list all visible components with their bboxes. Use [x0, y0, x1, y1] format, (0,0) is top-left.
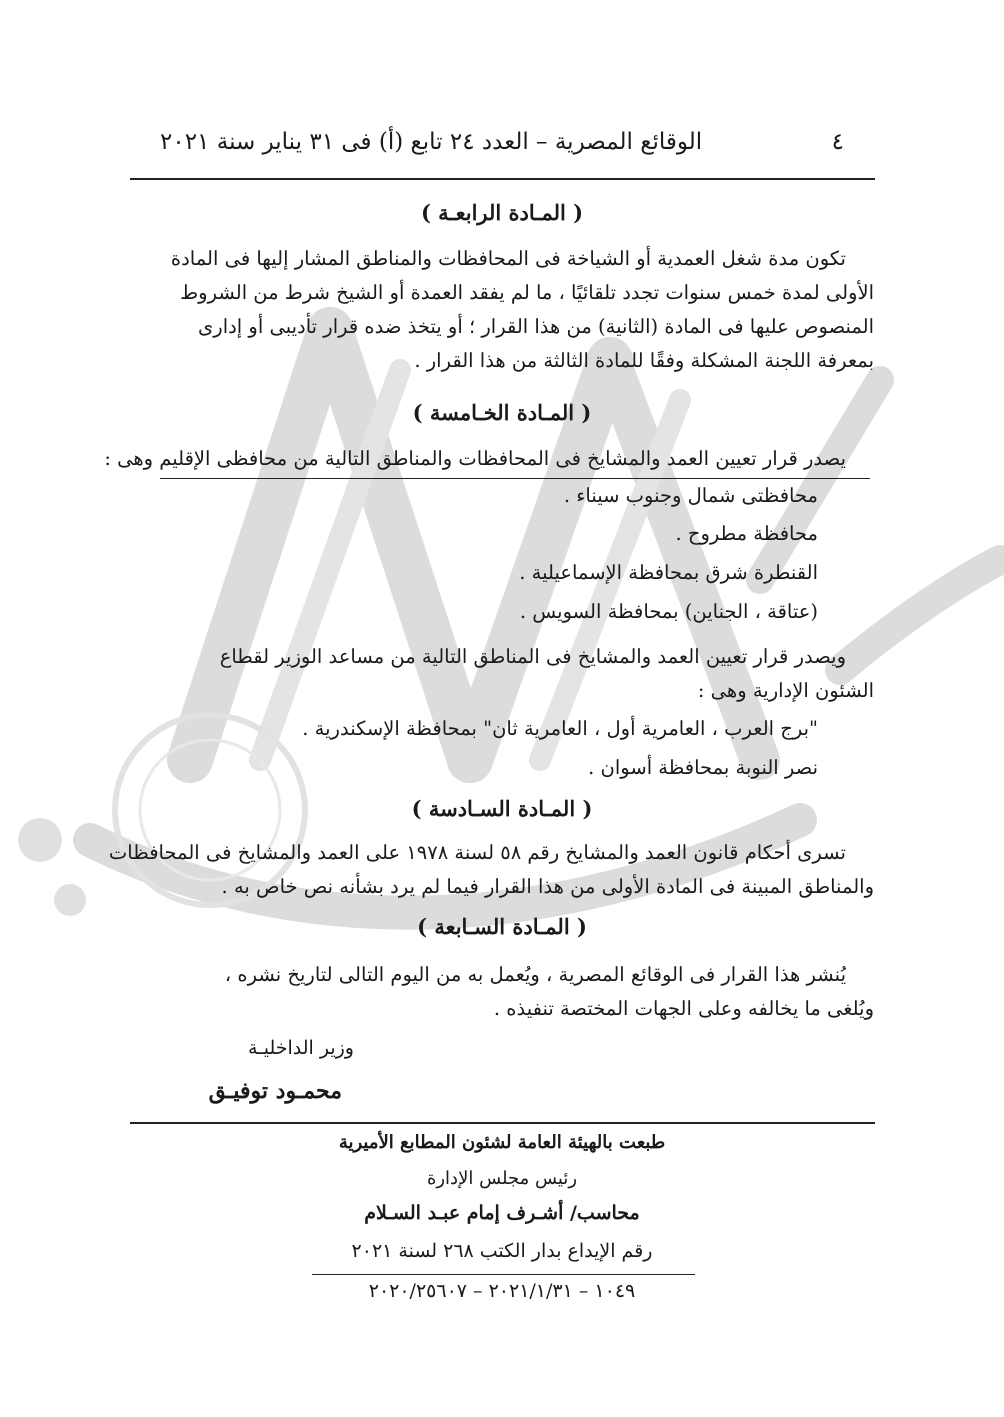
article-6-body: تسرى أحكام قانون العمد والمشايخ رقم ٥٨ لسنة ١٩٧٨ على العمد والمشايخ فى المحافظات والمناطق المبينة فى المادة الأولى من هذا القرار فيما لم يرد بشأنه نص خاص به . [108, 841, 874, 898]
chairman-name: محاسب/ أشـرف إمام عبـد السـلام [364, 1202, 640, 1224]
list-item: محافظتى شمال وجنوب سيناء . [563, 484, 818, 507]
list-item: نصر النوبة بمحافظة أسوان . [588, 756, 818, 779]
list-item: (عتاقة ، الجناين) بمحافظة السويس . [519, 600, 818, 623]
gazette-issue-title: الوقائع المصرية – العدد ٢٤ تابع (أ) فى ٣١ يناير سنة ٢٠٢١ [160, 129, 703, 155]
intro-underline [160, 478, 870, 479]
header-divider [130, 178, 875, 180]
chairman-title: رئيس مجلس الإدارة [426, 1168, 578, 1189]
page-number: ٤ [831, 129, 844, 155]
list-item: القنطرة شرق بمحافظة الإسماعيلية . [519, 561, 818, 584]
article-4-body: تكون مدة شغل العمدية أو الشياخة فى المحافظات والمناطق المشار إليها فى المادة الأولى لمدة خمس سنوات تجدد تلقائيًا ، ما لم يفقد العمدة أو الشيخ شرط من الشروط المنصوص عليها فى المادة (الثانية) من هذا القرار ؛ أو يتخذ ضده قرار تأديبى أو إدارى بمعرفة اللجنة المشكلة وفقًا للمادة الثالثة من هذا القرار . [170, 247, 874, 372]
codes-overline [312, 1274, 695, 1275]
minister-name: محمـود توفيـق [208, 1078, 342, 1104]
footer-divider [130, 1122, 875, 1124]
article-7-body: يُنشر هذا القرار فى الوقائع المصرية ، ويُعمل به من اليوم التالى لتاريخ نشره ، ويُلغى ما يخالفه وعلى الجهات المختصة تنفيذه . [224, 963, 874, 1020]
list-item: محافظة مطروح . [675, 522, 818, 545]
article-5-para2: ويصدر قرار تعيين العمد والمشايخ فى المناطق التالية من مساعد الوزير لقطاع الشئون الإدارية وهى : [219, 645, 874, 702]
article-5-intro: يصدر قرار تعيين العمد والمشايخ فى المحافظات والمناطق التالية من محافظى الإقليم وهى : [104, 447, 846, 470]
article-5-title: ( المـادة الخـامسة ) [412, 400, 592, 425]
printer-line: طبعت بالهيئة العامة لشئون المطابع الأميرية [338, 1132, 666, 1153]
deposit-number: رقم الإيداع بدار الكتب ٢٦٨ لسنة ٢٠٢١ [351, 1240, 653, 1262]
list-item: "برج العرب ، العامرية أول ، العامرية ثان" بمحافظة الإسكندرية . [302, 717, 818, 740]
page-header [160, 122, 844, 162]
article-7-title: ( المـادة السـابعة ) [417, 914, 587, 939]
article-6-title: ( المـادة السـادسة ) [411, 796, 593, 821]
print-codes: ١٠٤٩ – ٢٠٢١/١/٣١ – ٢٠٢٠/٢٥٦٠٧ [368, 1280, 636, 1302]
minister-role: وزير الداخليـة [247, 1037, 354, 1059]
article-4-title: ( المـادة الرابعـة ) [420, 200, 584, 225]
